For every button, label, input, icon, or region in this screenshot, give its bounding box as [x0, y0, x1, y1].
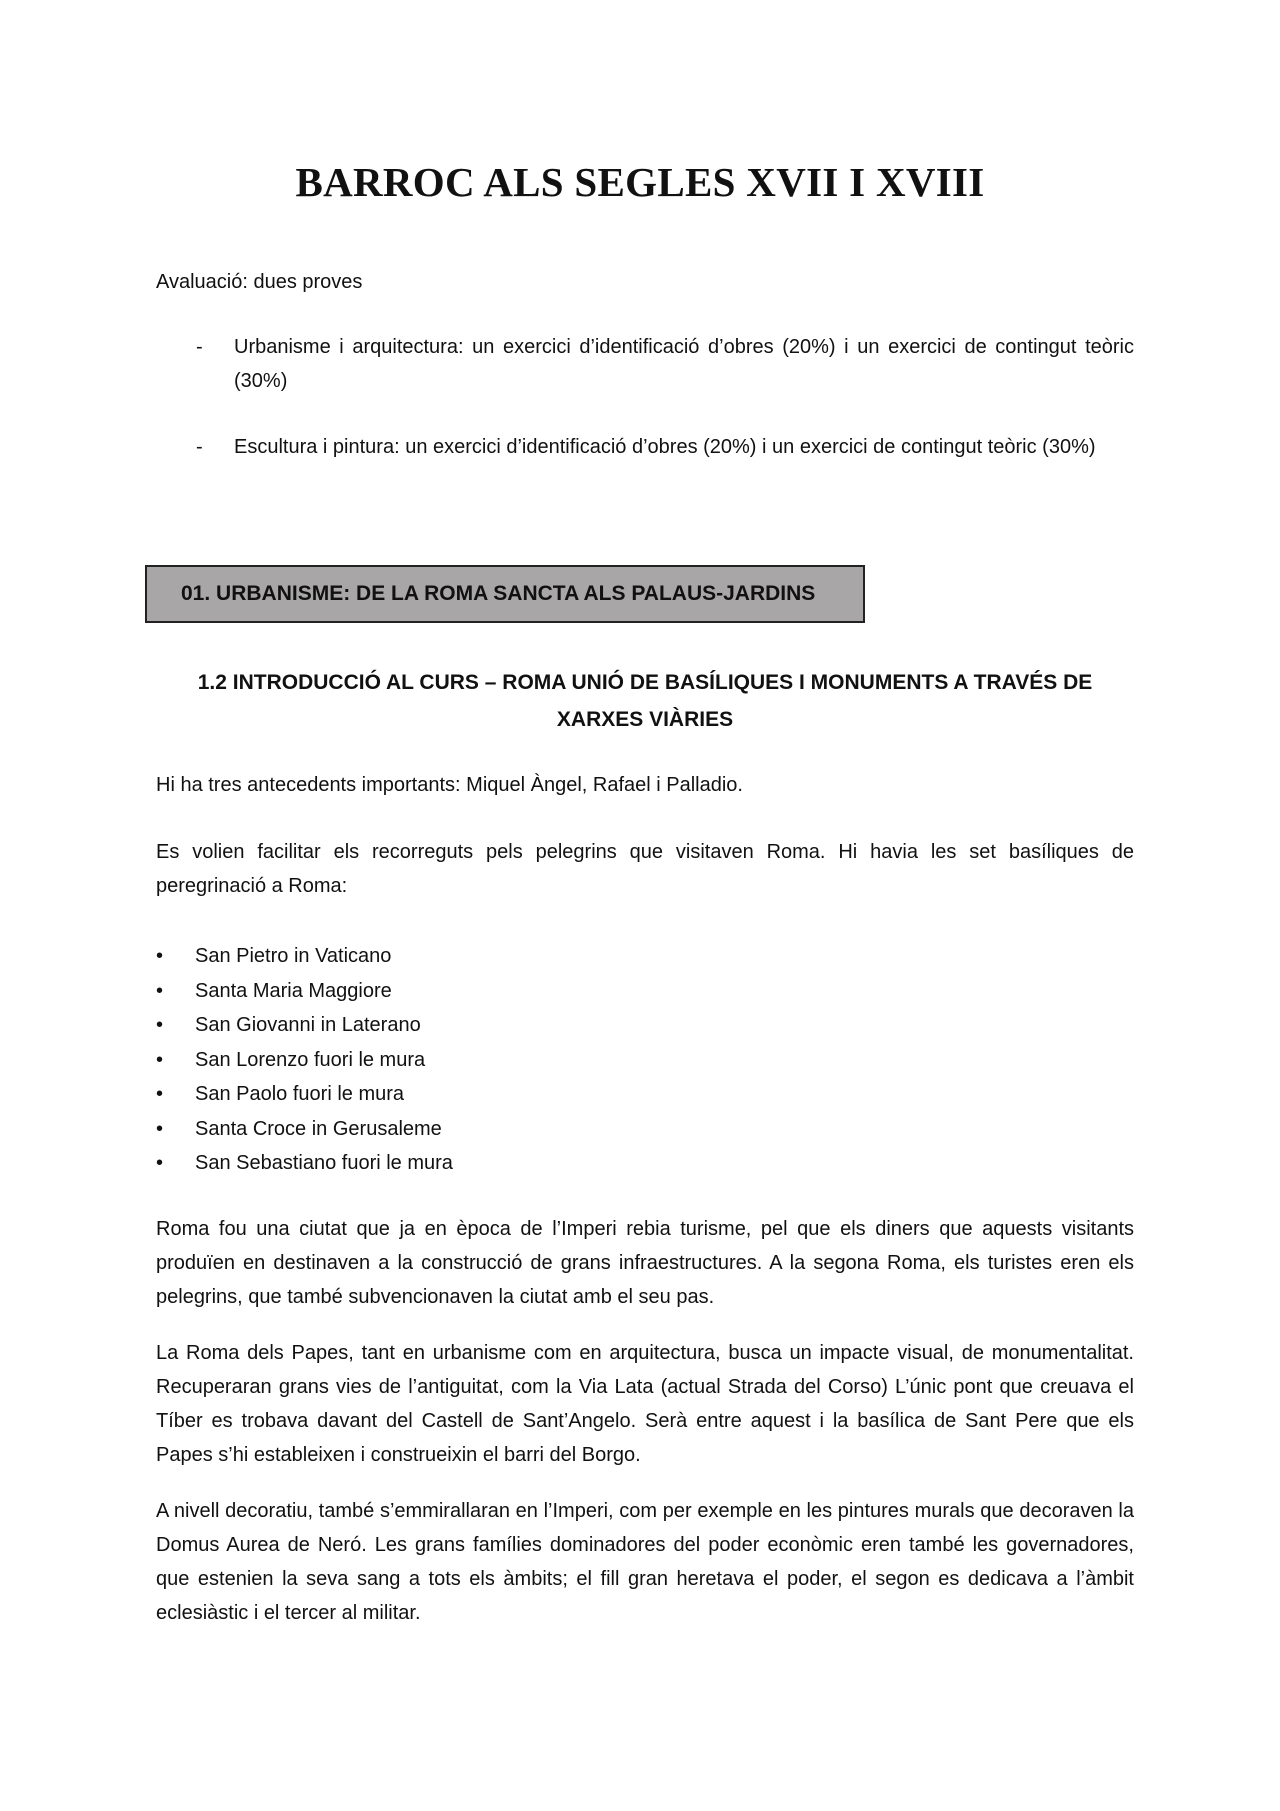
paragraph-pilgrims: Es volien facilitar els recorreguts pels pelegrins que visitaven Roma. Hi havia les set basíliques de peregrinació a Roma: [156, 841, 1134, 897]
paragraph-papal-rome: La Roma dels Papes, tant en urbanisme com en arquitectura, busca un impacte visual, de monumentalitat. Recuperaran grans vies de l’antiguitat, com la Via Lata (actual Strada del Corso) L’únic pont que creuava el Tíber es trobava davant del Castell de Sant’Angelo. Serà entre aquest i la basílica de Sant Pere que els Papes s’hi estableixen i construeixin el barri del Borgo. [156, 1342, 1134, 1466]
dash-marker: - [196, 336, 203, 358]
bullet-icon: • [156, 1152, 164, 1174]
evaluation-item-text: Escultura i pintura: un exercici d’identificació d’obres (20%) i un exercici de contingut teòric (30%) [234, 436, 1096, 458]
paragraph-antecedents: Hi ha tres antecedents importants: Miquel Àngel, Rafael i Palladio. [156, 774, 743, 796]
list-item [156, 939, 1056, 974]
list-item [156, 1112, 1056, 1147]
bullet-icon: • [156, 1014, 164, 1036]
dash-marker: - [196, 436, 203, 458]
basilica-name: Santa Croce in Gerusaleme [195, 1117, 442, 1140]
paragraph-decoration: A nivell decoratiu, també s’emmirallaran en l’Imperi, com per exemple en les pintures murals que decoraven la Domus Aurea de Neró. Les grans famílies dominadores del poder econòmic eren també les governadores, que estenien la seva sang a tots els àmbits; el fill gran heretava el poder, el segon es dedicava a l’àmbit eclesiàstic i el tercer al militar. [156, 1500, 1134, 1624]
list-item [156, 1008, 1056, 1043]
basilicas-list [156, 939, 1056, 1181]
basilica-name: San Lorenzo fuori le mura [195, 1048, 426, 1071]
bullet-icon: • [156, 1048, 164, 1071]
evaluation-item-text: Urbanisme i arquitectura: un exercici d’identificació d’obres (20%) i un exercici de contingut teòric (30%) [234, 336, 1134, 392]
basilica-name: Santa Maria Maggiore [195, 979, 392, 1002]
section-heading-box [145, 565, 865, 623]
section-heading: 01. URBANISME: DE LA ROMA SANCTA ALS PALAUS-JARDINS [181, 582, 816, 605]
subsection-heading: 1.2 INTRODUCCIÓ AL CURS – ROMA UNIÓ DE BASÍLIQUES I MONUMENTS A TRAVÉS DE XARXES VIÀRIES [197, 671, 1093, 731]
bullet-icon: • [156, 1117, 164, 1140]
evaluation-intro: Avaluació: dues proves [156, 271, 363, 293]
list-item [156, 1146, 1056, 1181]
bullet-icon: • [156, 945, 164, 967]
basilica-name: San Sebastiano fuori le mura [195, 1152, 453, 1174]
list-item [156, 1077, 1056, 1112]
paragraph-tourism: Roma fou una ciutat que ja en època de l’Imperi rebia turisme, pel que els diners que aquests visitants produïen en destinaven a la construcció de grans infraestructures. A la segona Roma, els turistes eren els pelegrins, que també subvencionaven la ciutat amb el seu pas. [156, 1218, 1134, 1308]
basilica-name: San Paolo fuori le mura [195, 1083, 405, 1105]
list-item [156, 1043, 1056, 1078]
basilica-name: San Giovanni in Laterano [195, 1014, 421, 1036]
bullet-icon: • [156, 979, 164, 1002]
basilica-name: San Pietro in Vaticano [195, 945, 392, 967]
bullet-icon: • [156, 1083, 164, 1105]
list-item [156, 974, 1056, 1009]
document-title: BARROC ALS SEGLES XVII I XVIII [295, 159, 985, 205]
